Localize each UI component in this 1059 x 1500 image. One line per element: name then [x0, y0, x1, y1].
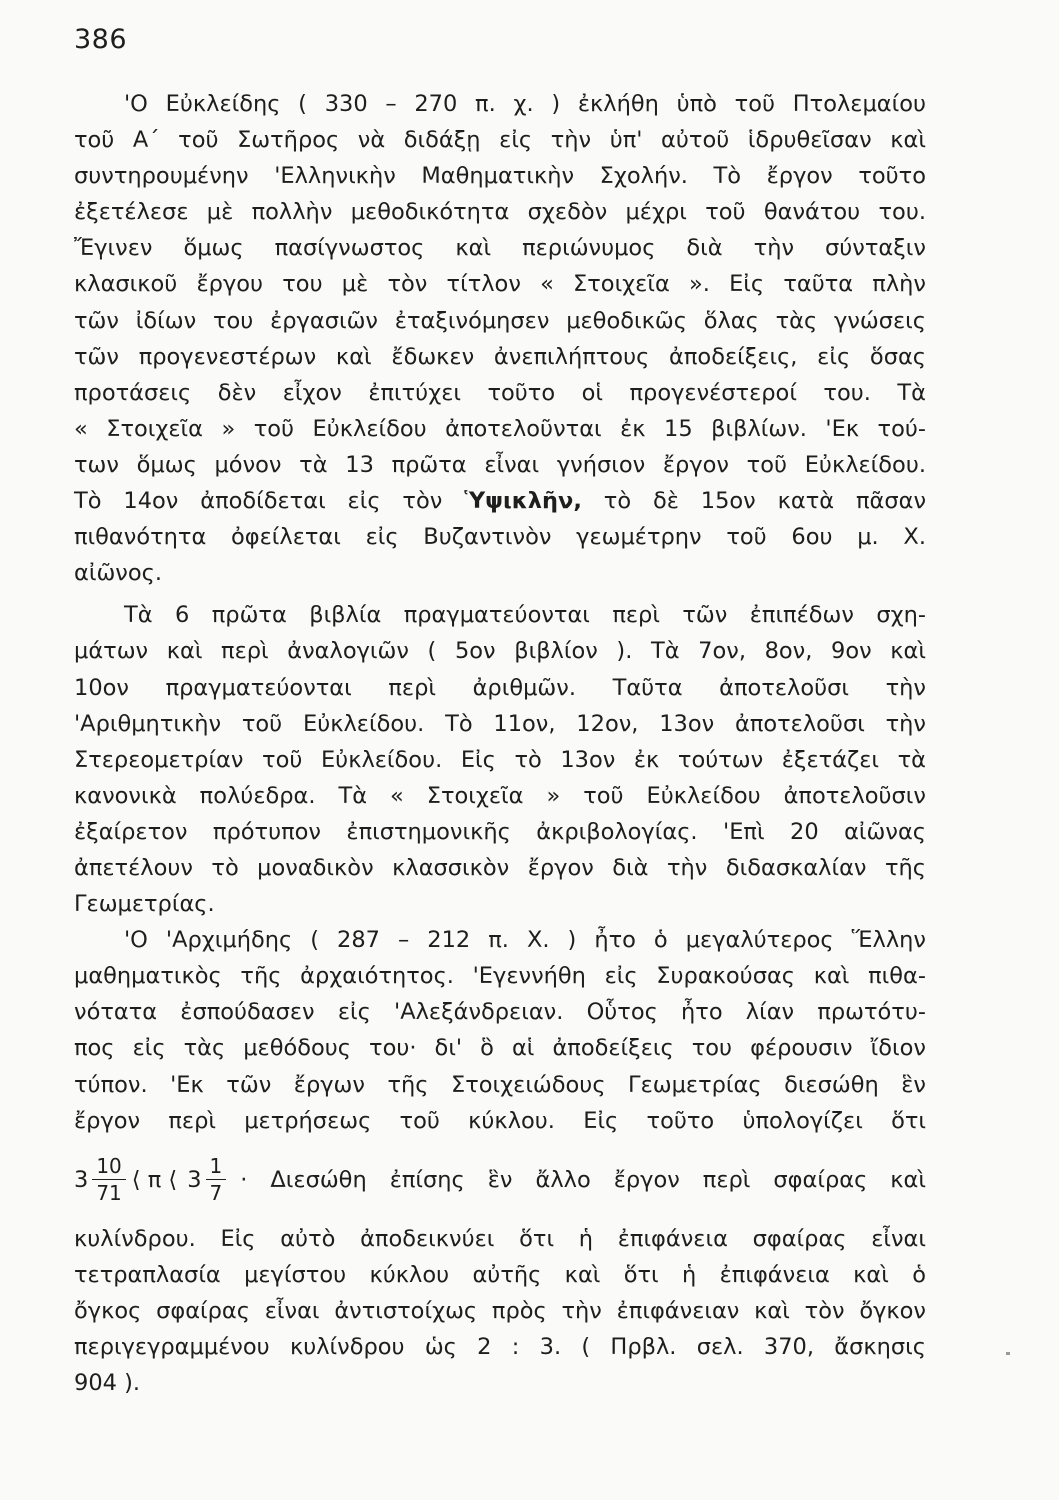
text-line: Τὰ 6 πρῶτα βιβλία πραγματεύονται περὶ τῶν ἐπιπέδων σχη-: [124, 602, 926, 629]
page-number: 386: [74, 24, 128, 55]
text-line: Ἔγινεν ὅμως πασίγνωστος καὶ περιώνυμος διὰ τὴν σύνταξιν: [74, 235, 926, 262]
fraction-10-over-71: [92, 1154, 125, 1206]
text-line: τύπον. 'Εκ τῶν ἔργων τῆς Στοιχειώδους Γεωμετρίας διεσώθη ἓν: [74, 1071, 926, 1098]
text-line: κυλίνδρου. Εἰς αὐτὸ ἀποδεικνύει ὅτι ἡ ἐπιφάνεια σφαίρας εἶναι: [74, 1225, 926, 1252]
text-line: τοῦ Α΄ τοῦ Σωτῆρος νὰ διδάξῃ εἰς τὴν ὑπ' αὐτοῦ ἱδρυθεῖσαν καὶ: [74, 127, 926, 154]
text-line: ἐξαίρετον πρότυπον ἐπιστημονικῆς ἀκριβολογίας. 'Επὶ 20 αἰῶνας: [74, 818, 926, 845]
text-line: 'Ο Εὐκλείδης ( 330 – 270 π. χ. ) ἐκλήθη ὑπὸ τοῦ Πτολεμαίου: [124, 91, 926, 117]
formula-trailing-text: · Διεσώθη ἐπίσης ἓν ἄλλο ἔργον περὶ σφαίρας καὶ: [240, 1166, 926, 1193]
text-line: ἐξετέλεσε μὲ πολλὴν μεθοδικότητα σχεδὸν μέχρι τοῦ θανάτου του.: [74, 199, 926, 226]
text-line: 'Ο 'Αρχιμήδης ( 287 – 212 π. Χ. ) ἦτο ὁ μεγαλύτερος Ἕλλην: [124, 927, 926, 954]
text-line: πος εἰς τὰς μεθόδους του· δι' ὃ αἱ ἀποδείξεις του φέρουσιν ἴδιον: [74, 1035, 926, 1062]
pi-bounds-formula: [74, 1139, 926, 1221]
fraction-numerator: 1: [206, 1156, 227, 1180]
text-line: Γεωμετρίας.: [74, 891, 215, 918]
text-line: των ὅμως μόνον τὰ 13 πρῶτα εἶναι γνήσιον ἔργον τοῦ Εὐκλείδου.: [74, 451, 926, 478]
body-text: [74, 86, 926, 1401]
fraction-denominator: 71: [96, 1181, 122, 1206]
text-line: 904 ).: [74, 1370, 141, 1397]
fraction-1-over-7: [206, 1154, 227, 1206]
text-line: τῶν προγενεστέρων καὶ ἔδωκεν ἀνεπιλήπτους ἀποδείξεις, εἰς ὅσας: [74, 343, 926, 370]
bold-name-hypsicles: Ὑψικλῆν,: [464, 488, 582, 515]
text-line: προτάσεις δὲν εἶχον ἐπιτύχει τοῦτο οἱ προγενέστεροί του. Τὰ: [74, 379, 926, 406]
text-line: μαθηματικὸς τῆς ἀρχαιότητος. 'Εγεννήθη εἰς Συρακούσας καὶ πιθα-: [74, 963, 926, 990]
text-line: ὄγκος σφαίρας εἶναι ἀντιστοίχως πρὸς τὴν ἐπιφάνειαν καὶ τὸν ὄγκον: [74, 1297, 926, 1324]
text-line: κλασικοῦ ἔργου του μὲ τὸν τίτλον « Στοιχεῖα ». Εἰς ταῦτα πλὴν: [74, 271, 926, 298]
formula-whole-right: 3: [187, 1166, 202, 1193]
scan-mark: [1006, 1352, 1010, 1355]
text-line: αἰῶνος.: [74, 560, 162, 587]
text-line: τῶν ἰδίων του ἐργασιῶν ἐταξινόμησεν μεθοδικῶς ὅλας τὰς γνώσεις: [74, 307, 926, 334]
text-line: περιγεγραμμένου κυλίνδρου ὡς 2 : 3. ( Πρβλ. σελ. 370, ἄσκησις: [74, 1334, 926, 1360]
text-line: νότατα ἐσπούδασεν εἰς 'Αλεξάνδρειαν. Οὗτος ἦτο λίαν πρωτότυ-: [74, 999, 926, 1026]
text-line: μάτων καὶ περὶ ἀναλογιῶν ( 5ον βιβλίον ). Τὰ 7ον, 8ον, 9ον καὶ: [74, 638, 926, 665]
text-line: κανονικὰ πολύεδρα. Τὰ « Στοιχεῖα » τοῦ Εὐκλείδου ἀποτελοῦσιν: [74, 782, 926, 809]
text-line-with-name: [74, 483, 926, 519]
formula-relation: ⟨ π ⟨: [131, 1166, 178, 1193]
formula-whole-left: 3: [74, 1166, 89, 1193]
text-segment: Τὸ 14ον ἀποδίδεται εἰς τὸν: [74, 488, 443, 515]
text-line: τετραπλασία μεγίστου κύκλου αὐτῆς καὶ ὅτι ἡ ἐπιφάνεια καὶ ὁ: [74, 1261, 926, 1288]
text-line: 10ον πραγματεύονται περὶ ἀριθμῶν. Ταῦτα ἀποτελοῦσι τὴν: [74, 674, 926, 701]
text-line: ἔργον περὶ μετρήσεως τοῦ κύκλου. Εἰς τοῦτο ὑπολογίζει ὅτι: [74, 1107, 926, 1134]
text-line: ἀπετέλουν τὸ μοναδικὸν κλασσικὸν ἔργον διὰ τὴν διδασκαλίαν τῆς: [74, 854, 926, 881]
text-line: συντηρουμένην 'Ελληνικὴν Μαθηματικὴν Σχολήν. Τὸ ἔργον τοῦτο: [74, 163, 926, 190]
fraction-denominator: 7: [209, 1181, 223, 1206]
fraction-numerator: 10: [92, 1156, 125, 1180]
text-segment: τὸ δὲ 15ον κατὰ πᾶσαν: [603, 488, 927, 515]
text-line: πιθανότητα ὀφείλεται εἰς Βυζαντινὸν γεωμέτρην τοῦ 6ου μ. Χ.: [74, 524, 926, 551]
text-line: Στερεομετρίαν τοῦ Εὐκλείδου. Εἰς τὸ 13ον ἐκ τούτων ἐξετάζει τὰ: [74, 746, 926, 773]
text-line: « Στοιχεῖα » τοῦ Εὐκλείδου ἀποτελοῦνται ἐκ 15 βιβλίων. 'Εκ τού-: [74, 415, 926, 442]
text-line: 'Αριθμητικὴν τοῦ Εὐκλείδου. Τὸ 11ον, 12ον, 13ον ἀποτελοῦσι τὴν: [74, 710, 926, 737]
